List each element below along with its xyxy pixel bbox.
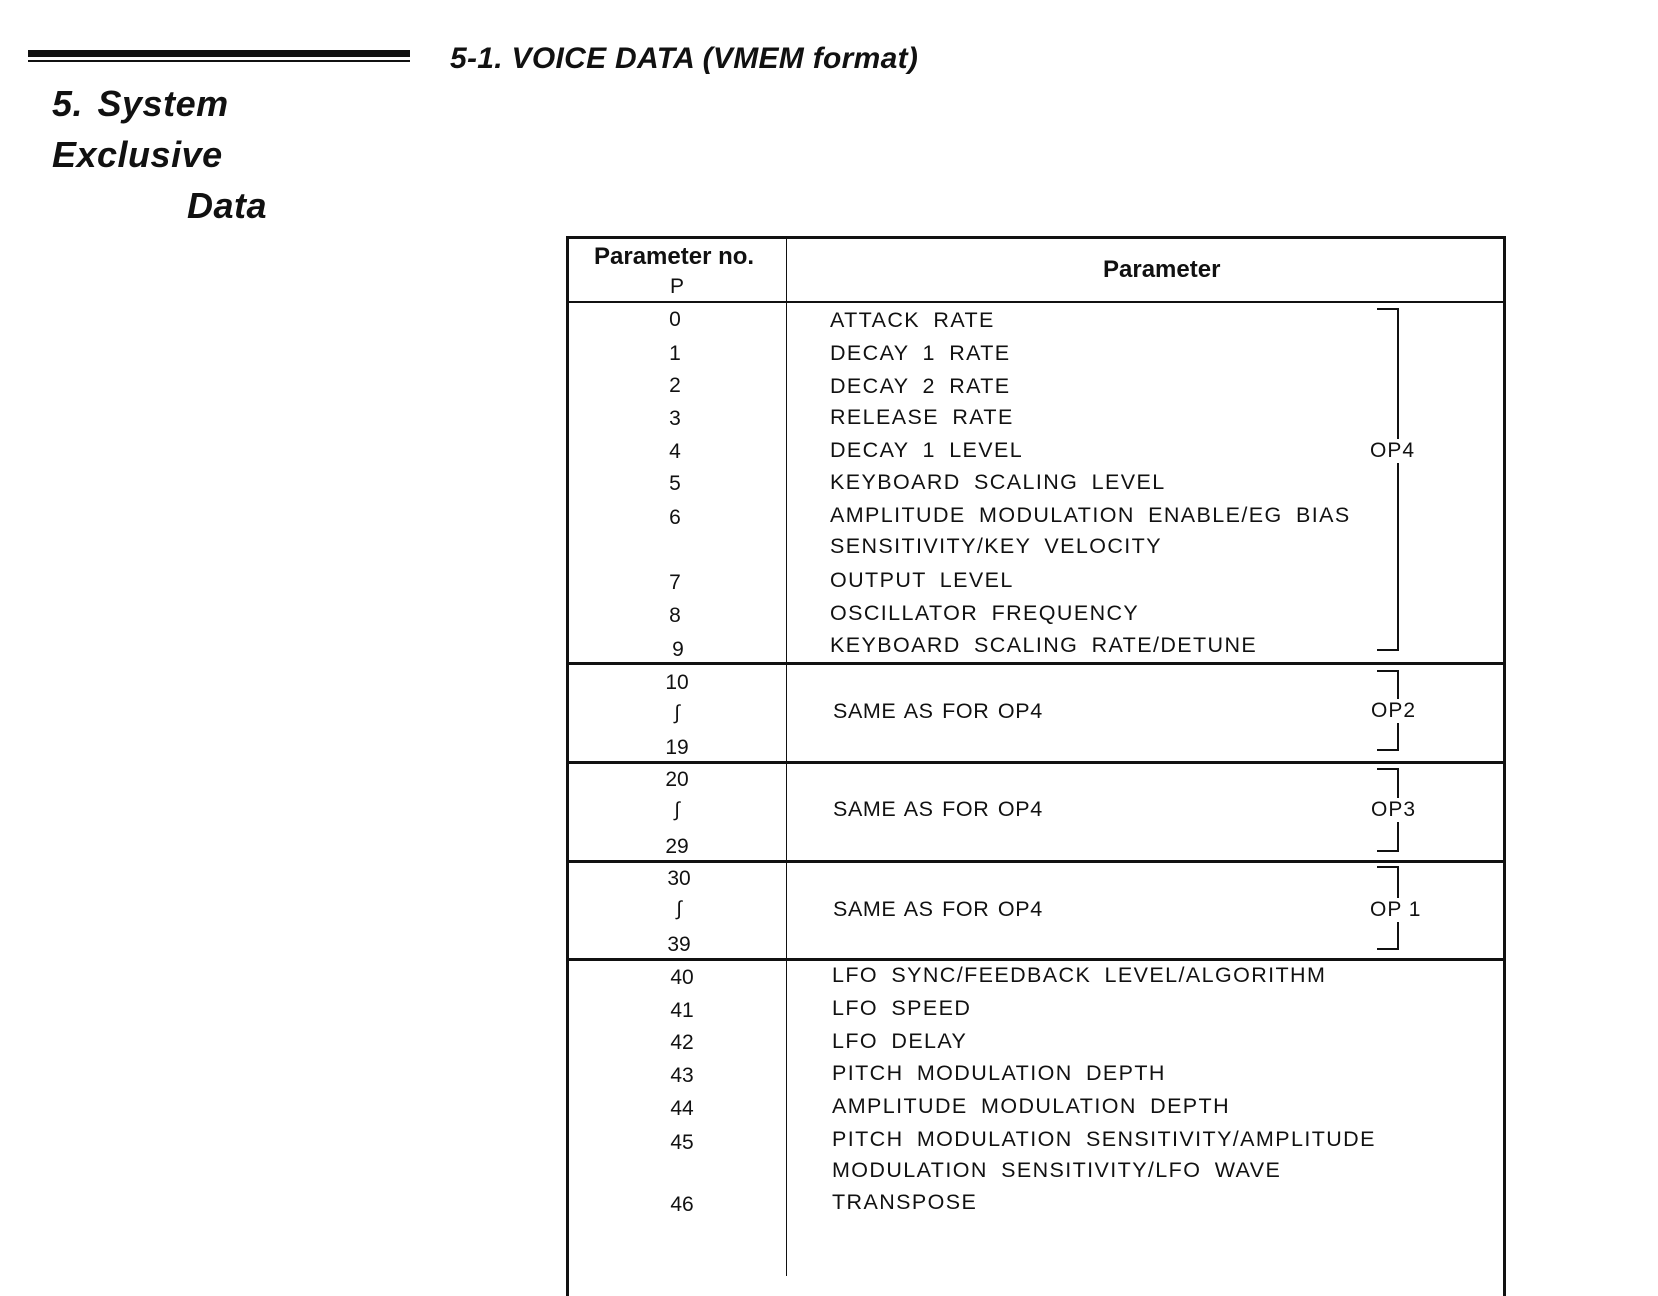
chapter-title <box>52 78 412 231</box>
header-divider <box>566 301 1506 303</box>
op2-label: OP2 <box>1371 699 1417 722</box>
group-to: 19 <box>665 736 689 759</box>
range-tilde-icon: ∫ <box>676 898 682 920</box>
header-p: P <box>670 275 685 298</box>
column-divider <box>786 236 787 1276</box>
group-divider-op4 <box>566 662 1506 665</box>
row-no: 7 <box>669 571 681 594</box>
op4-label: OP4 <box>1370 439 1416 462</box>
row-no: 0 <box>669 308 681 331</box>
row-no: 43 <box>670 1064 694 1087</box>
row-param: DECAY 2 RATE <box>830 374 1011 398</box>
op4-bracket <box>1377 308 1399 651</box>
row-param: KEYBOARD SCALING RATE/DETUNE <box>830 633 1258 657</box>
group-to: 39 <box>667 933 691 956</box>
header-parameter: Parameter <box>1103 256 1221 283</box>
group-param: SAME AS FOR OP4 <box>833 897 1043 921</box>
row-param: PITCH MODULATION SENSITIVITY/AMPLITUDE <box>832 1127 1376 1151</box>
row-param: LFO DELAY <box>832 1029 968 1053</box>
group-divider-op1 <box>566 958 1506 961</box>
op3-label: OP3 <box>1371 798 1417 821</box>
row-param: OUTPUT LEVEL <box>830 568 1014 592</box>
row-param: LFO SPEED <box>832 996 972 1020</box>
row-param: DECAY 1 RATE <box>830 341 1011 365</box>
row-param: AMPLITUDE MODULATION ENABLE/EG BIAS <box>830 503 1351 527</box>
chapter-title-line2: Data <box>187 185 268 226</box>
row-no: 45 <box>670 1131 694 1154</box>
chapter-title-line1: 5. System Exclusive <box>52 83 229 175</box>
row-param: TRANSPOSE <box>832 1190 978 1214</box>
row-param: SENSITIVITY/KEY VELOCITY <box>830 534 1162 558</box>
group-divider-op3 <box>566 860 1506 863</box>
row-param: ATTACK RATE <box>830 308 995 332</box>
group-param: SAME AS FOR OP4 <box>833 797 1043 821</box>
row-no: 41 <box>670 999 694 1022</box>
row-no: 5 <box>669 472 681 495</box>
chapter-rule-thin <box>28 60 410 62</box>
op1-label: OP 1 <box>1370 898 1422 921</box>
row-no: 9 <box>672 638 684 661</box>
row-param: DECAY 1 LEVEL <box>830 438 1024 462</box>
row-param: PITCH MODULATION DEPTH <box>832 1061 1166 1085</box>
row-param: KEYBOARD SCALING LEVEL <box>830 470 1166 494</box>
row-no: 46 <box>670 1193 694 1216</box>
row-no: 4 <box>669 440 681 463</box>
row-no: 1 <box>669 342 681 365</box>
row-no: 42 <box>670 1031 694 1054</box>
row-no: 6 <box>669 506 681 529</box>
row-param: OSCILLATOR FREQUENCY <box>830 601 1140 625</box>
header-parameter-no: Parameter no. <box>594 243 755 270</box>
row-no: 44 <box>670 1097 694 1120</box>
row-param: RELEASE RATE <box>830 405 1014 429</box>
chapter-rule-thick <box>28 50 410 57</box>
group-to: 29 <box>665 835 689 858</box>
group-divider-op2 <box>566 761 1506 764</box>
row-no: 8 <box>669 604 681 627</box>
section-title: 5-1. VOICE DATA (VMEM format) <box>450 42 919 75</box>
group-param: SAME AS FOR OP4 <box>833 699 1043 723</box>
row-no: 40 <box>670 966 694 989</box>
row-no: 2 <box>669 374 681 397</box>
row-no: 3 <box>669 407 681 430</box>
range-tilde-icon: ∫ <box>674 702 680 724</box>
group-from: 10 <box>665 671 689 694</box>
range-tilde-icon: ∫ <box>674 799 680 821</box>
group-from: 20 <box>665 768 689 791</box>
row-param: MODULATION SENSITIVITY/LFO WAVE <box>832 1158 1282 1182</box>
row-param: LFO SYNC/FEEDBACK LEVEL/ALGORITHM <box>832 963 1327 987</box>
row-param: AMPLITUDE MODULATION DEPTH <box>832 1094 1231 1118</box>
group-from: 30 <box>667 867 691 890</box>
